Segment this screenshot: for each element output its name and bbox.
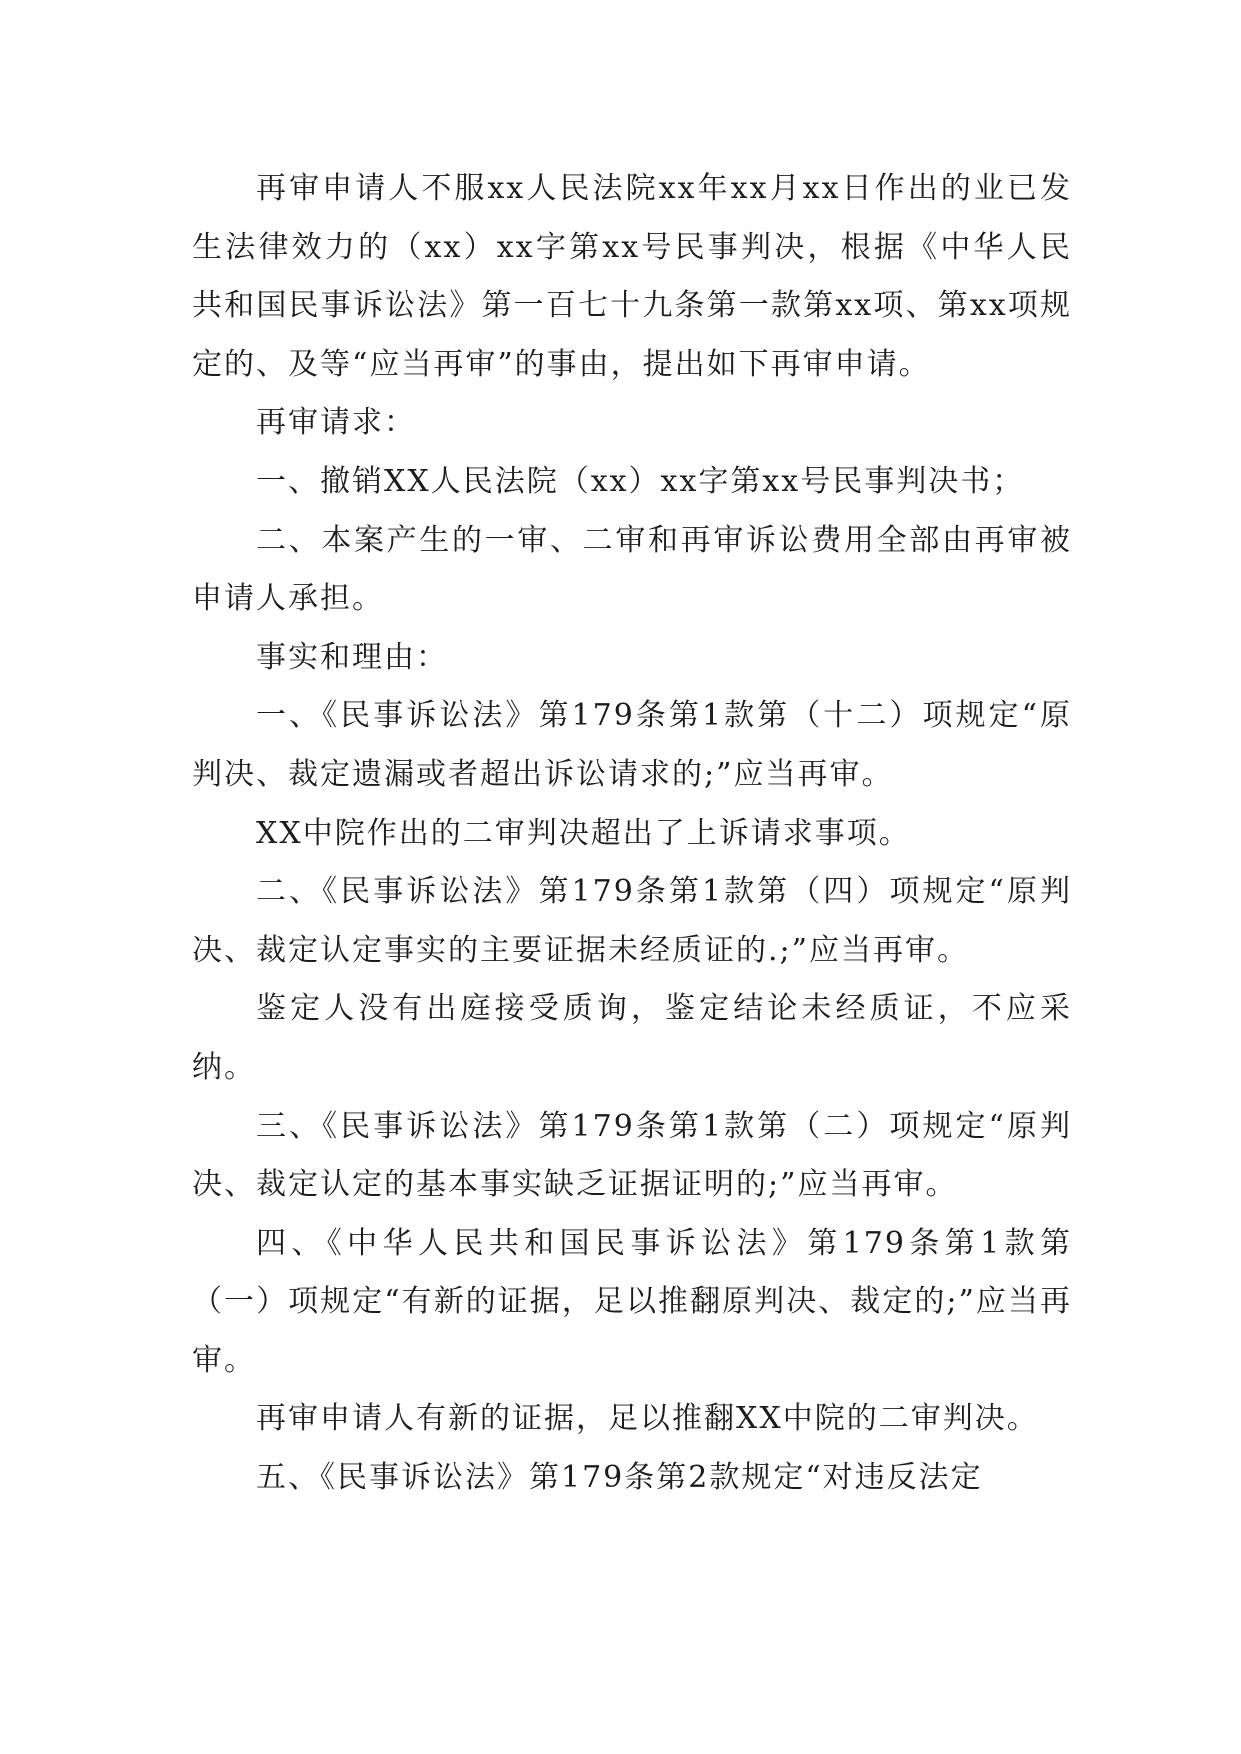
paragraph-heading-requests: 再审请求：: [256, 405, 416, 441]
paragraph-reason-2: 二、《民事诉讼法》第179条第1款第（四）项规定“原判决、裁定认定事实的主要证据未经质证的.;”应当再审。: [192, 874, 1072, 968]
paragraph-reason-1: 一、《民事诉讼法》第179条第1款第（十二）项规定“原判决、裁定遗漏或者超出诉讼请求的;”应当再审。: [192, 698, 1072, 792]
paragraph-reason-3: 三、《民事诉讼法》第179条第1款第（二）项规定“原判决、裁定认定的基本事实缺乏证据证明的;”应当再审。: [192, 1108, 1072, 1203]
document-body: [192, 160, 1072, 1508]
paragraph-heading-facts: 事实和理由：: [256, 639, 448, 675]
paragraph-reason-4-detail: 再审申请人有新的证据，足以推翻XX中院的二审判决。: [256, 1401, 1039, 1437]
paragraph-request-1: 一、撤销XX人民法院（xx）xx字第xx号民事判决书；: [256, 463, 1025, 499]
paragraph-reason-2-detail: 鉴定人没有出庭接受质询，鉴定结论未经质证，不应采纳。: [192, 991, 1072, 1085]
paragraph-reason-5: 五、《民事诉讼法》第179条第2款规定“对违反法定: [256, 1460, 983, 1496]
paragraph-request-2: 二、本案产生的一审、二审和再审诉讼费用全部由再审被申请人承担。: [192, 522, 1072, 617]
paragraph-intro: 再审申请人不服xx人民法院xx年xx月xx日作出的业已发生法律效力的（xx）xx字第xx号民事判决，根据《中华人民共和国民事诉讼法》第一百七十九条第一款第xx项、第xx项规定的、及等“应当再审”的事由，提出如下再审申请。: [192, 171, 1072, 382]
paragraph-reason-1-detail: XX中院作出的二审判决超出了上诉请求事项。: [256, 815, 911, 851]
paragraph-reason-4: 四、《中华人民共和国民事诉讼法》第179条第1款第（一）项规定“有新的证据，足以推翻原判决、裁定的;”应当再审。: [192, 1225, 1072, 1378]
